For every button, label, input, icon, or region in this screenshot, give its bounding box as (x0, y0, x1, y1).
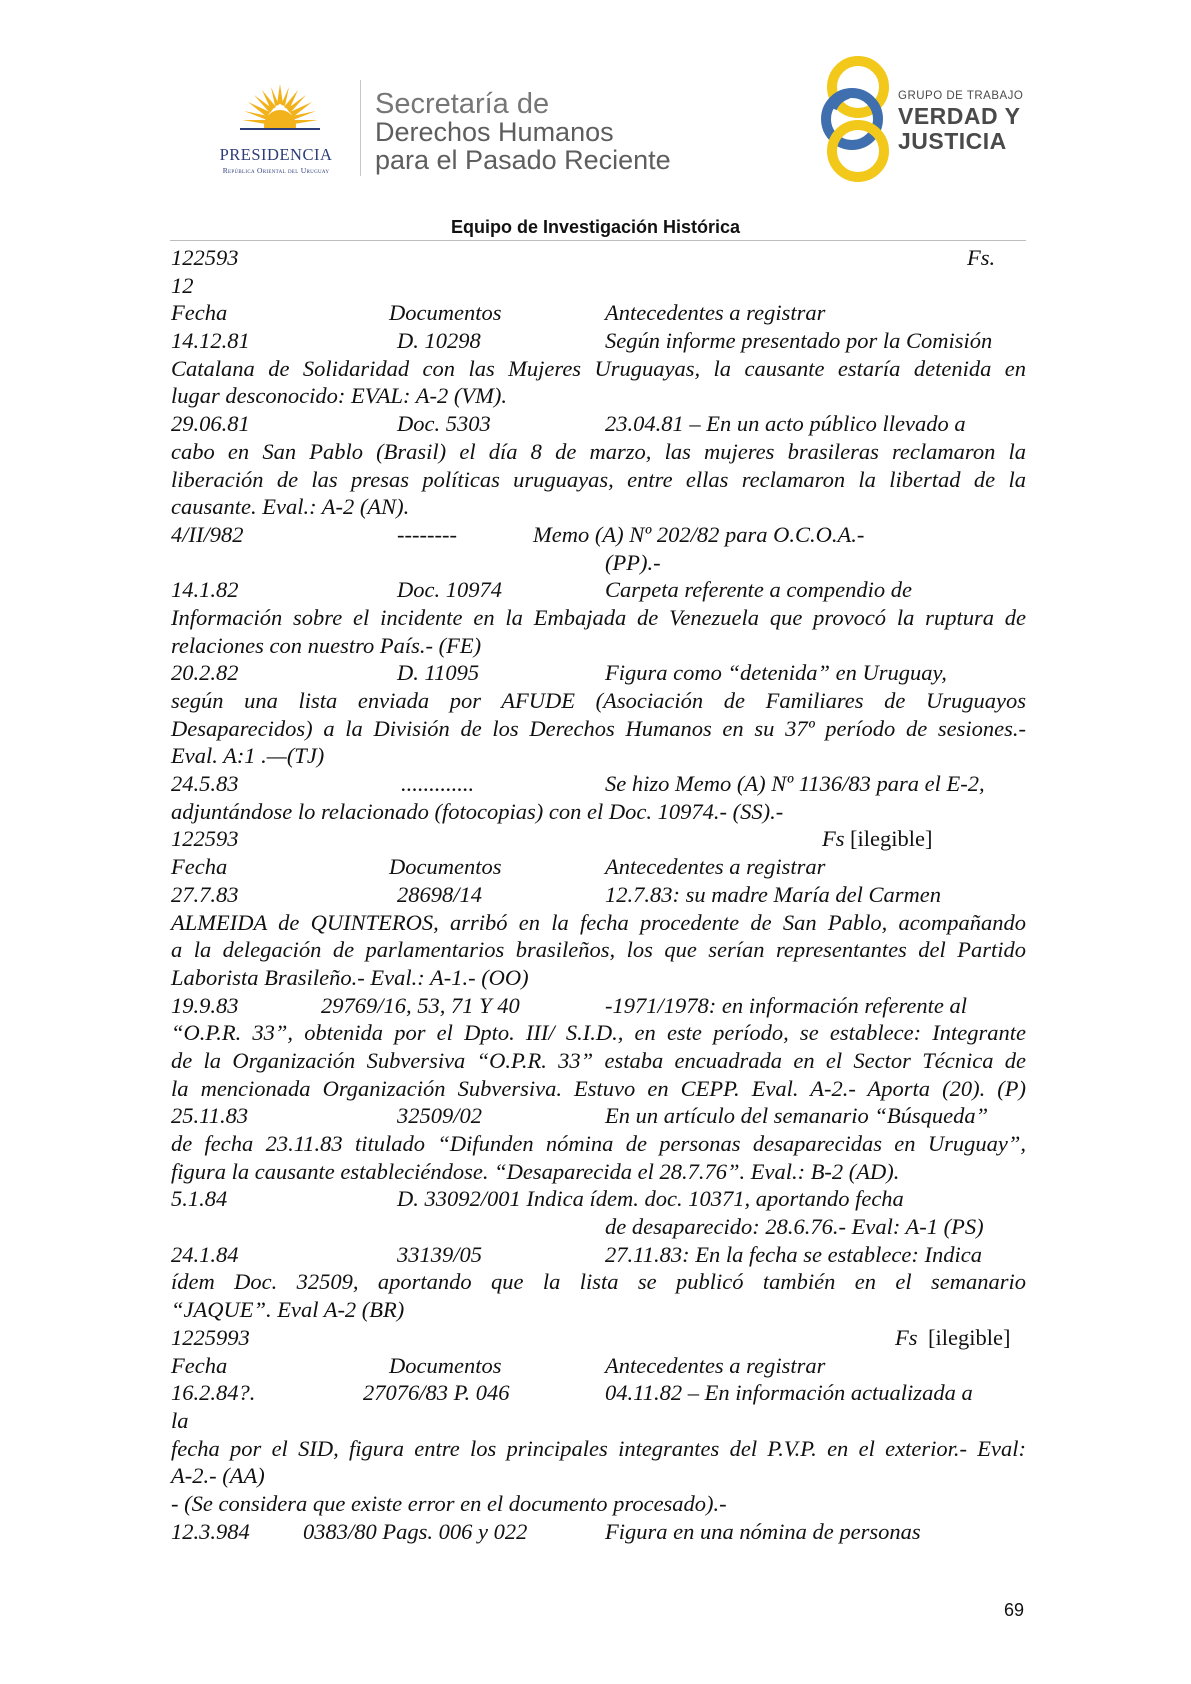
text-line: la (171, 1407, 189, 1433)
secretaria-logo (375, 90, 671, 174)
secretaria-line-1: Secretaría de (375, 88, 550, 120)
presidencia-subtitle: República Oriental del Uruguay (222, 166, 330, 175)
presidencia-name: PRESIDENCIA (219, 145, 333, 164)
entry-text: Carpeta referente a compendio de (605, 577, 913, 603)
column-headers (171, 299, 1026, 327)
entry-line (171, 1185, 1026, 1213)
entry-date: 25.11.83 (171, 1103, 249, 1129)
entry-doc: Doc. 5303 (397, 411, 491, 437)
entry-text: Figura en una nómina de personas (605, 1518, 921, 1544)
record-id: 1225993 (171, 1324, 250, 1350)
record-line (171, 244, 1026, 272)
entry-doc: 28698/14 (397, 881, 483, 907)
text-line: “JAQUE”. Eval A-2 (BR) (171, 1297, 405, 1323)
text-line: - (Se considera que existe error en el documento procesado).- (171, 1490, 727, 1516)
entry-line (171, 521, 1026, 549)
text-line: liberación de las presas políticas uruguayas, entre ellas reclamaron la libertad de la (171, 466, 1026, 492)
entry-text: 12.7.83: su madre María del Carmen (605, 881, 942, 907)
illegible-note: [ilegible] (850, 826, 933, 852)
header-rule (170, 240, 1026, 241)
text-line: Laborista Brasileño.- Eval.: A-1.- (OO) (171, 964, 529, 990)
text-line: relaciones con nuestro País.- (FE) (171, 632, 482, 658)
team-title: Equipo de Investigación Histórica (450, 217, 741, 237)
entry-line (171, 1379, 1026, 1407)
entry-doc: 0383/80 Pags. 006 y 022 (303, 1518, 528, 1544)
col-antecedentes: Antecedentes a registrar (605, 300, 826, 326)
illegible-note: [ilegible] (928, 1324, 1011, 1350)
text-line: (PP).- (605, 549, 661, 575)
text-line: Catalana de Solidaridad con las Mujeres Uruguayas, la causante estaría detenida en (171, 355, 1026, 381)
record-id: 122593 (171, 826, 239, 852)
text-line: ALMEIDA de QUINTEROS, arribó en la fecha procedente de San Pablo, acompañando (171, 909, 1026, 935)
verdad-justicia-logo (818, 56, 1023, 182)
text-line: ídem Doc. 32509, aportando que la lista se publicó también en el semanario (171, 1269, 1026, 1295)
entry-line (171, 659, 1026, 687)
record-line (171, 1324, 1026, 1352)
grupo-line-2: VERDAD Y (898, 103, 1021, 129)
text-line: Eval. A:1 .—(TJ) (171, 743, 325, 769)
interlocked-rings-icon (818, 56, 894, 182)
text-line: de la Organización Subversiva “O.P.R. 33” estaba encuadrada en el Sector Técnica de (171, 1047, 1026, 1073)
entry-date: 24.5.83 (171, 771, 239, 797)
entry-doc: 29769/16, 53, 71 Y 40 (321, 992, 520, 1018)
entry-date: 4/II/982 (171, 521, 244, 547)
text-line: figura la causante estableciéndose. “Desaparecida el 28.7.76”. Eval.: B-2 (AD). (171, 1158, 900, 1184)
entry-line (171, 410, 1026, 438)
col-documentos: Documentos (389, 1352, 502, 1378)
folio-label: Fs (895, 1324, 918, 1350)
entry-line (171, 881, 1026, 909)
entry-date: 14.1.82 (171, 577, 239, 603)
entry-line (171, 1241, 1026, 1269)
grupo-line-3: JUSTICIA (898, 128, 1007, 154)
text-line: según una lista enviada por AFUDE (Asociación de Familiares de Uruguayos (171, 688, 1026, 713)
entry-doc: 27076/83 P. 046 (363, 1380, 510, 1406)
col-fecha: Fecha (171, 854, 228, 880)
entry-doc: D. 11095 (397, 660, 480, 686)
text-line: de desaparecido: 28.6.76.- Eval: A-1 (PS) (605, 1214, 984, 1240)
entry-date: 27.7.83 (171, 881, 239, 907)
text-line: adjuntándose lo relacionado (fotocopias) con el Doc. 10974.- (SS).- (171, 798, 784, 824)
entry-text: Se hizo Memo (A) Nº 1136/83 para el E-2, (605, 771, 985, 797)
entry-text: Memo (A) Nº 202/82 para O.C.O.A.- (533, 521, 865, 547)
text-line: causante. Eval.: A-2 (AN). (171, 494, 410, 520)
column-headers (171, 1352, 1026, 1380)
entry-text: -1971/1978: en información referente al (605, 992, 968, 1018)
entry-date: 16.2.84?. (171, 1380, 256, 1406)
text-line: de fecha 23.11.83 titulado “Difunden nómina de personas desaparecidas en Uruguay”, (171, 1131, 1026, 1156)
entry-doc: 32509/02 (397, 1103, 483, 1129)
entry-date: 19.9.83 (171, 992, 239, 1018)
col-antecedentes: Antecedentes a registrar (605, 1352, 826, 1378)
entry-text: Según informe presentado por la Comisión (605, 328, 993, 354)
entry-line (171, 576, 1026, 604)
entry-text: 23.04.81 – En un acto público llevado a (605, 411, 966, 437)
entry-date: 20.2.82 (171, 660, 239, 686)
entry-line (171, 1102, 1026, 1130)
entry-line (171, 770, 1026, 798)
record-body (171, 244, 1026, 1545)
entry-date: 5.1.84 (171, 1186, 228, 1212)
record-line (171, 825, 1026, 853)
entry-date: 12.3.984 (171, 1518, 250, 1544)
text-line: fecha por el SID, figura entre los principales integrantes del P.V.P. en el exterior.- Eval: (171, 1435, 1026, 1461)
entry-date: 24.1.84 (171, 1241, 239, 1267)
header-divider (360, 80, 361, 176)
entry-text: 27.11.83: En la fecha se establece: Indica (605, 1241, 982, 1267)
entry-doc: -------- (397, 521, 457, 547)
text-line: A-2.- (AA) (171, 1463, 265, 1489)
secretaria-line-2: Derechos Humanos (375, 117, 614, 147)
text-line: “O.P.R. 33”, obtenida por el Dpto. III/ S.I.D., en este período, se establece: Integrante (171, 1020, 1026, 1046)
col-fecha: Fecha (171, 300, 228, 326)
entry-text: 04.11.82 – En información actualizada a (605, 1380, 973, 1406)
presidencia-logo (196, 82, 356, 182)
folio-label: Fs (822, 826, 845, 852)
entry-doc: ............. (401, 771, 475, 797)
entry-line (171, 327, 1026, 355)
entry-line (171, 1518, 1026, 1546)
text-line: cabo en San Pablo (Brasil) el día 8 de marzo, las mujeres brasileras reclamaron la (171, 438, 1026, 464)
sun-logo-icon (240, 82, 320, 130)
text-line: la mencionada Organización Subversiva. Estuvo en CEPP. Eval. A-2.- Aporta (20). (P) (171, 1075, 1026, 1101)
secretaria-line-3: para el Pasado Reciente (375, 145, 671, 175)
text-line: Desaparecidos) a la División de los Derechos Humanos en su 37º período de sesiones.- (171, 715, 1026, 741)
entry-doc: D. 33092/001 Indica ídem. doc. 10371, aportando fecha (397, 1186, 904, 1212)
entry-date: 14.12.81 (171, 328, 250, 354)
text-line: Información sobre el incidente en la Embajada de Venezuela que provocó la ruptura de (171, 604, 1026, 630)
col-fecha: Fecha (171, 1352, 228, 1378)
folio-label: Fs. (967, 245, 996, 270)
entry-date: 29.06.81 (171, 411, 250, 437)
text-line: a la delegación de parlamentarios brasileños, los que serían representantes del Partido (171, 937, 1026, 963)
col-documentos: Documentos (389, 300, 502, 326)
col-documentos: Documentos (389, 854, 502, 880)
text-line: lugar desconocido: EVAL: A-2 (VM). (171, 383, 507, 409)
entry-text: Figura como “detenida” en Uruguay, (605, 660, 947, 686)
entry-doc: Doc. 10974 (397, 577, 502, 603)
page-number: 69 (1004, 1600, 1025, 1620)
entry-text: En un artículo del semanario “Búsqueda” (605, 1103, 989, 1129)
entry-line (171, 992, 1026, 1020)
column-headers (171, 853, 1026, 881)
col-antecedentes: Antecedentes a registrar (605, 854, 826, 880)
folio-number: 12 (171, 272, 194, 298)
grupo-line-1: GRUPO DE TRABAJO (898, 90, 1024, 102)
record-id: 122593 (171, 245, 239, 270)
entry-doc: 33139/05 (397, 1241, 483, 1267)
record-line (171, 272, 1026, 300)
entry-doc: D. 10298 (397, 328, 481, 354)
